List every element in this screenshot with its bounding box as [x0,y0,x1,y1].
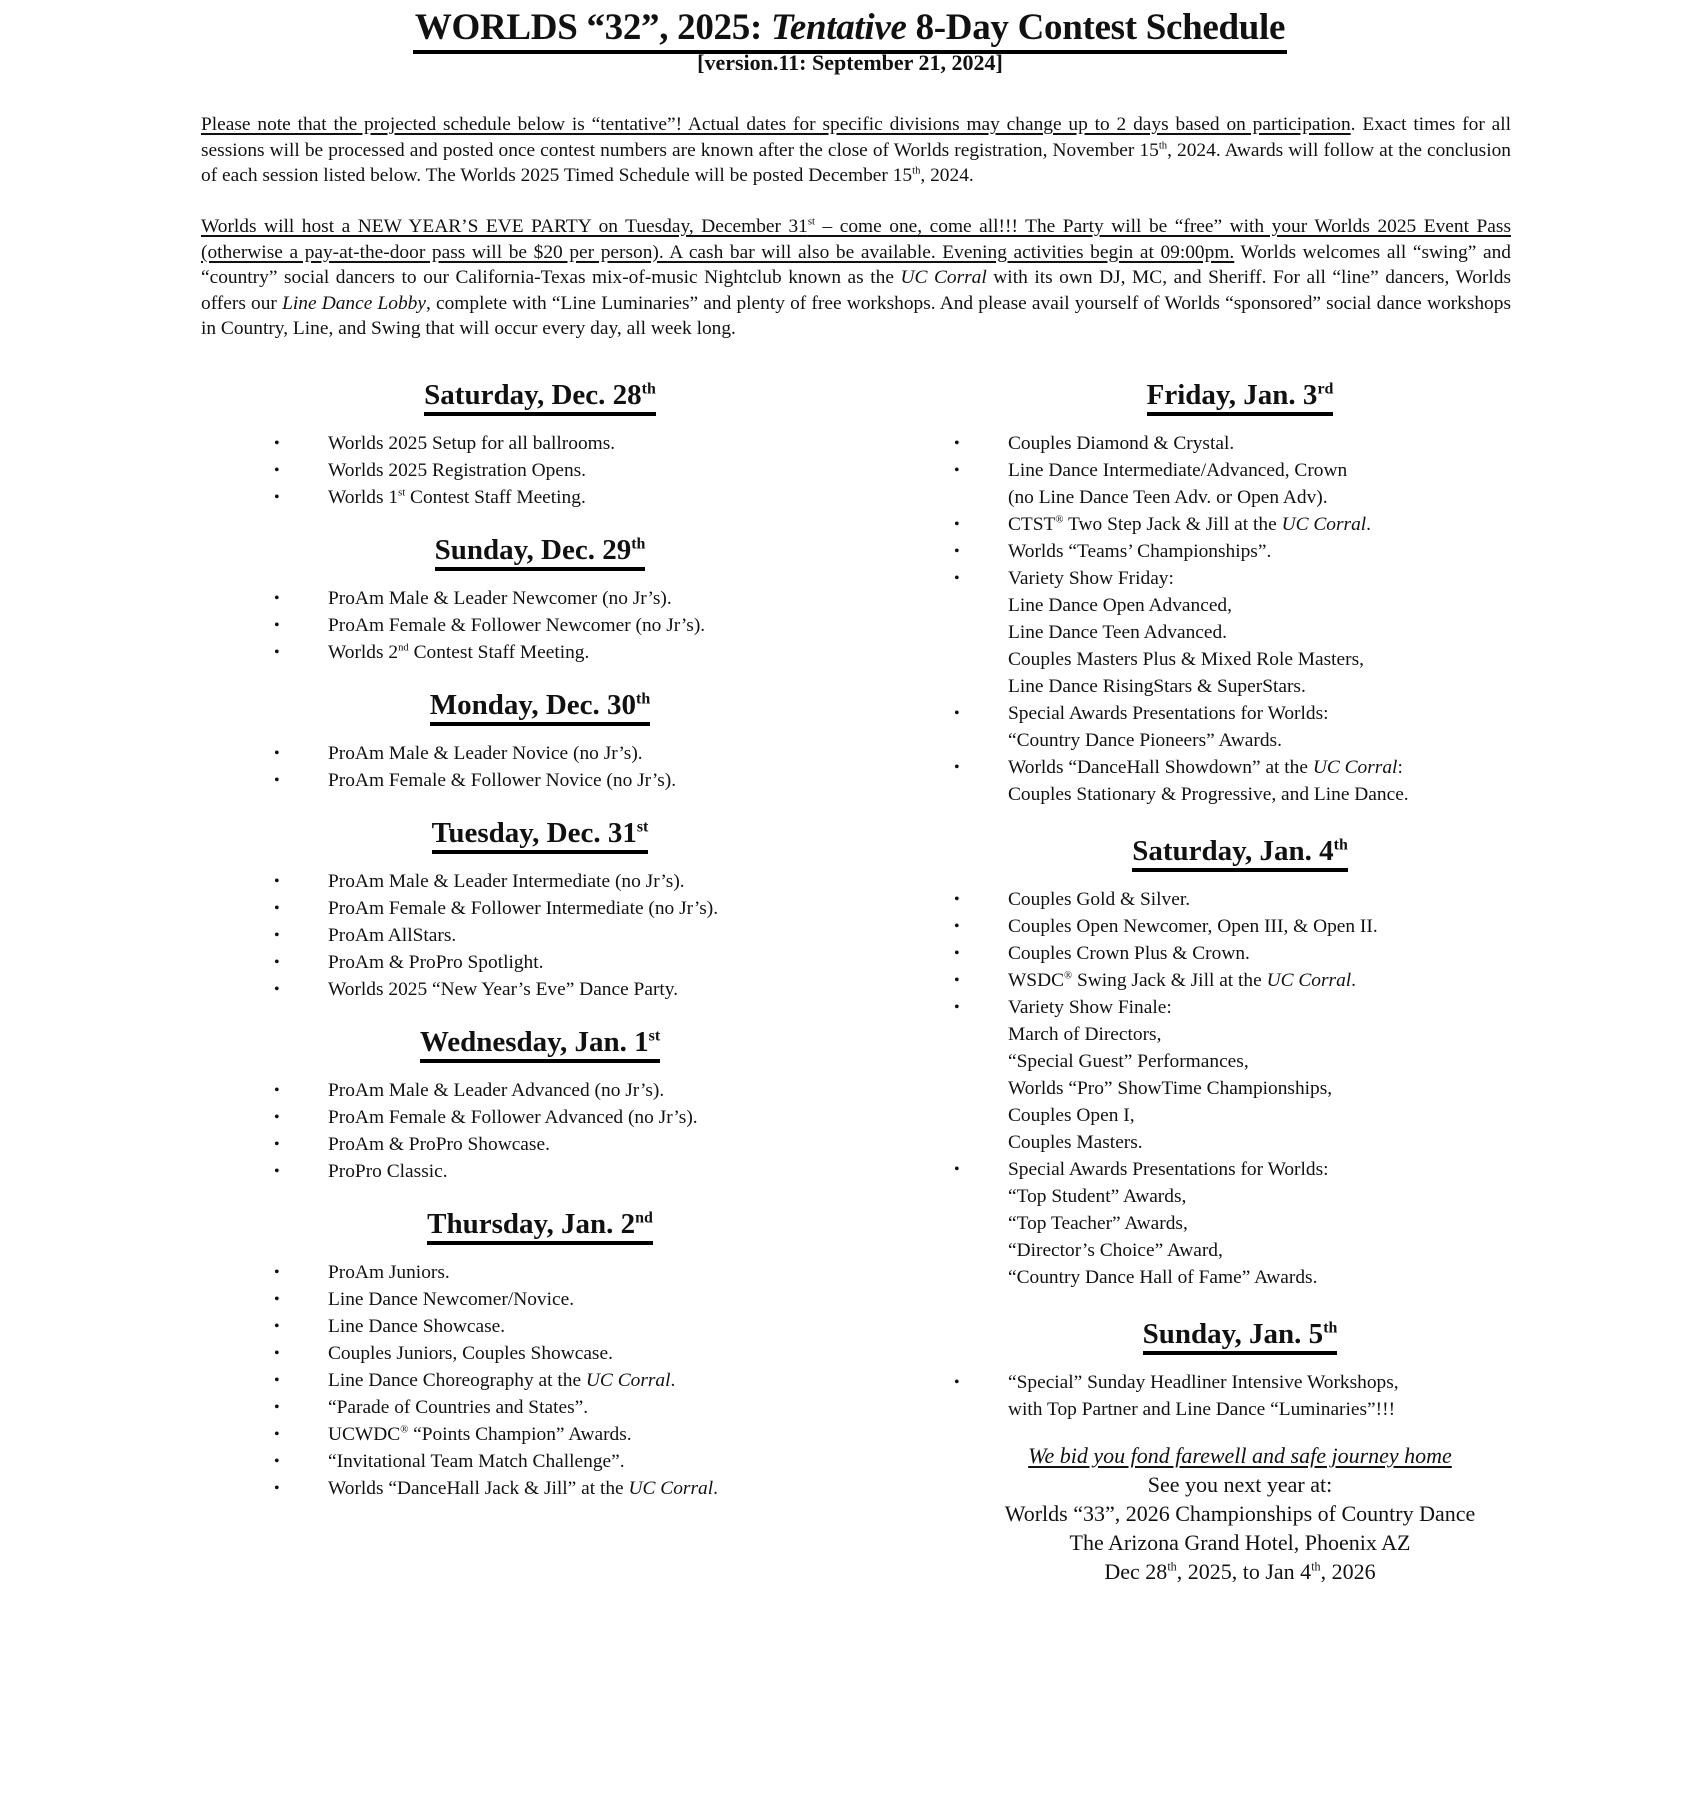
event-text: Couples Open Newcomer, Open III, & Open II. [1008,916,1378,937]
day-events-list [260,868,820,1003]
event-text: ProAm Male & Leader Novice (no Jr’s). [328,743,643,764]
bullet-icon: • [274,1163,280,1180]
event-text: Line Dance Newcomer/Novice. [328,1289,575,1310]
bullet-icon: • [274,927,280,944]
bullet-icon: • [274,873,280,890]
event-text: . [713,1478,718,1499]
day-heading [940,832,1540,872]
event-text: Line Dance Showcase. [328,1316,506,1337]
event-subline: Worlds “Pro” ShowTime Championships, [1008,1078,1333,1099]
event-text: . [1351,970,1357,991]
event-item [260,1286,820,1313]
event-text: “Special” Sunday Headliner Intensive Workshops, [1008,1372,1399,1393]
venue-name: UC Corral [1266,970,1352,991]
event-text: Worlds 2025 “New Year’s Eve” Dance Party. [328,979,679,1000]
event-text: . [670,1370,676,1391]
party-text: Worlds will host a NEW YEAR’S EVE PARTY on Tuesday, December 31 [201,216,808,237]
event-item [260,1158,820,1185]
event-text: ProAm Female & Follower Intermediate (no Jr’s). [328,898,719,919]
event-text: Worlds 1 [328,487,399,508]
event-item [260,767,820,794]
venue-name: UC Corral [585,1370,671,1391]
bullet-icon: • [954,570,960,587]
day-heading [260,376,820,416]
event-text: Worlds “Teams’ Championships”. [1008,541,1272,562]
event-text: Two Step Jack & Jill at the [1063,514,1282,535]
day-heading-text [1147,378,1334,416]
event-subline: with Top Partner and Line Dance “Luminaries”!!! [1008,1399,1396,1420]
day-heading-text [435,533,646,571]
bullet-icon: • [954,759,960,776]
event-text: Variety Show Finale: [1008,997,1172,1018]
day-heading-label: Saturday, Dec. 28 [424,379,642,411]
event-text: ProAm Male & Leader Advanced (no Jr’s). [328,1080,665,1101]
next-event-dates [940,1557,1540,1586]
date-text: , 2026 [1320,1559,1376,1584]
event-item [940,754,1540,808]
event-item [940,940,1540,967]
day-events-list [940,886,1540,1291]
day-events-list [940,1369,1540,1423]
event-item [260,1077,820,1104]
event-subline: Line Dance Teen Advanced. [1008,622,1228,643]
bullet-icon: • [274,1426,280,1443]
version-line: [version.11: September 21, 2024] [697,50,1003,75]
day-heading-text [432,816,649,854]
event-item [940,1156,1540,1291]
ordinal-suffix: th [631,535,646,553]
ordinal-suffix: th [1333,836,1348,854]
event-item [940,886,1540,913]
day-section [260,376,820,511]
event-text: Worlds 2025 Registration Opens. [328,460,587,481]
superscript: ® [1055,513,1064,526]
event-item [260,484,820,511]
day-heading-label: Sunday, Dec. 29 [434,534,632,566]
ordinal-suffix: th [636,690,651,708]
event-item [260,949,820,976]
event-subline: March of Directors, [1008,1024,1162,1045]
day-section [260,1023,820,1185]
event-subline: “Top Teacher” Awards, [1008,1213,1188,1234]
event-text: ProAm & ProPro Spotlight. [328,952,544,973]
event-item [260,868,820,895]
day-section [260,531,820,666]
day-section [940,1315,1540,1423]
bullet-icon: • [274,1291,280,1308]
bullet-icon: • [954,891,960,908]
party-text: – come one, come all!!! The Party will be “free” with your Worlds 2025 Event Pass (otherwise a pay-at-the-door pass will be $20 per person). A cash bar will also be available. Evening activities begin at 09:00pm. [201,216,1511,263]
intro-text: , complete with “Line Luminaries” and plenty of free workshops. And please avail yourself of Worlds “sponsored” social dance workshops in Country, Line, and Swing that will occur every day, all week long. [201,292,1511,339]
bullet-icon: • [954,918,960,935]
ordinal-suffix: st [807,215,815,228]
bullet-icon: • [954,972,960,989]
bullet-icon: • [274,745,280,762]
intro-text: with its own DJ, MC, and Sheriff. For all “line” dancers, Worlds offers our [201,267,1512,314]
event-item [260,585,820,612]
day-section [260,686,820,794]
intro-text: , 2024. Awards will follow at the conclusion of each session listed below. The Worlds 2025 Timed Schedule will be posted December 15 [201,139,1512,186]
event-text: Couples Crown Plus & Crown. [1008,943,1250,964]
document-title [413,6,1287,54]
event-item [260,1421,820,1448]
farewell-block [940,1441,1540,1586]
bullet-icon: • [274,489,280,506]
event-item [260,740,820,767]
event-item [260,639,820,666]
day-heading-label: Friday, Jan. 3 [1146,379,1318,411]
event-text: Variety Show Friday: [1008,568,1174,589]
bullet-icon: • [274,900,280,917]
bullet-icon: • [274,772,280,789]
superscript: nd [398,641,409,654]
day-heading [260,814,820,854]
event-text: Contest Staff Meeting. [405,487,586,508]
event-item [940,538,1540,565]
event-text: Worlds “DanceHall Jack & Jill” at the [328,1478,629,1499]
bullet-icon: • [274,1264,280,1281]
event-text: ProAm Female & Follower Advanced (no Jr’s). [328,1107,698,1128]
bullet-icon: • [274,644,280,661]
day-heading [260,1023,820,1063]
event-text: Line Dance Intermediate/Advanced, Crown [1008,460,1348,481]
ordinal-suffix: nd [635,1209,653,1227]
day-heading-label: Saturday, Jan. 4 [1132,835,1334,867]
event-subline: “Special Guest” Performances, [1008,1051,1249,1072]
intro-text: , 2024. [920,165,974,186]
ordinal-suffix: st [648,1027,661,1045]
bullet-icon: • [274,981,280,998]
event-item [260,895,820,922]
bullet-icon: • [274,1318,280,1335]
ordinal-suffix: th [1167,1559,1177,1574]
event-text: “Invitational Team Match Challenge”. [328,1451,625,1472]
day-heading-label: Tuesday, Dec. 31 [431,817,637,849]
superscript: ® [1064,969,1073,982]
ordinal-suffix: rd [1317,380,1334,398]
superscript: st [398,486,406,499]
bullet-icon: • [954,1374,960,1391]
bullet-icon: • [274,462,280,479]
event-text: ProAm Female & Follower Novice (no Jr’s). [328,770,677,791]
day-heading-label: Thursday, Jan. 2 [427,1208,636,1240]
event-subline: Couples Open I, [1008,1105,1135,1126]
bullet-icon: • [274,1372,280,1389]
event-item [260,1104,820,1131]
event-item [260,1475,820,1502]
event-text: Worlds “DanceHall Showdown” at the [1008,757,1313,778]
event-item [940,700,1540,754]
title-prefix: WORLDS “32”, 2025: [414,7,771,48]
event-text: “Points Champion” Awards. [408,1424,632,1445]
event-subline: Couples Masters Plus & Mixed Role Masters, [1008,649,1365,670]
event-item [260,430,820,457]
event-text: ProAm Juniors. [328,1262,450,1283]
day-heading [940,376,1540,416]
event-item [260,1340,820,1367]
event-item [940,511,1540,538]
day-heading-label: Sunday, Jan. 5 [1142,1318,1324,1350]
event-text: Couples Diamond & Crystal. [1008,433,1235,454]
bullet-icon: • [954,999,960,1016]
ordinal-suffix: st [636,818,649,836]
day-heading-text [420,1025,660,1063]
next-event-name: Worlds “33”, 2026 Championships of Country Dance [1004,1501,1476,1526]
event-text: Swing Jack & Jill at the [1072,970,1267,991]
day-heading [260,1205,820,1245]
event-text: Special Awards Presentations for Worlds: [1008,703,1329,724]
event-subline: Line Dance Open Advanced, [1008,595,1232,616]
day-section [940,376,1540,808]
day-heading-text [1143,1317,1338,1355]
bullet-icon: • [954,516,960,533]
intro-paragraph-2 [201,214,1511,342]
schedule-column-right [940,376,1540,1586]
intro-text: . Exact times for all sessions will be processed and posted once contest numbers are known after the close of Worlds registration, November 15 [201,114,1511,161]
event-text: ProAm & ProPro Showcase. [328,1134,550,1155]
bullet-icon: • [274,590,280,607]
day-heading-text [424,378,656,416]
day-events-list [260,740,820,794]
day-events-list [260,585,820,666]
event-item [940,457,1540,511]
event-subline: “Country Dance Pioneers” Awards. [1008,730,1282,751]
day-heading-label: Wednesday, Jan. 1 [419,1026,649,1058]
event-item [260,1313,820,1340]
event-text: ProAm Female & Follower Newcomer (no Jr’s). [328,615,706,636]
event-text: UCWDC [328,1424,401,1445]
event-item [260,976,820,1003]
day-events-list [260,1077,820,1185]
event-item [940,967,1540,994]
event-subline: Couples Masters. [1008,1132,1143,1153]
date-text: , 2025, to Jan 4 [1176,1559,1312,1584]
schedule-column-left [260,376,820,1502]
day-section [940,832,1540,1291]
event-subline: Line Dance RisingStars & SuperStars. [1008,676,1306,697]
event-item [260,922,820,949]
bullet-icon: • [954,462,960,479]
event-item [260,1448,820,1475]
event-text: Line Dance Choreography at the [328,1370,586,1391]
event-text: Contest Staff Meeting. [408,642,590,663]
bullet-icon: • [954,435,960,452]
day-heading-label: Monday, Dec. 30 [429,689,637,721]
bullet-icon: • [274,1136,280,1153]
bullet-icon: • [274,1345,280,1362]
event-text: ProAm Male & Leader Newcomer (no Jr’s). [328,588,672,609]
venue-name: UC Corral [1312,757,1398,778]
day-section [260,1205,820,1502]
ordinal-suffix: th [1323,1319,1338,1337]
bullet-icon: • [274,1399,280,1416]
event-item [260,1367,820,1394]
intro-text: Worlds welcomes all “swing” and “country” social dancers to our California-Texas mix-of-music Nightclub known as the [201,241,1512,288]
day-heading [260,686,820,726]
bullet-icon: • [274,1082,280,1099]
event-item [940,430,1540,457]
event-subline: “Top Student” Awards, [1008,1186,1187,1207]
ordinal-suffix: th [641,380,656,398]
venue-name: UC Corral [628,1478,714,1499]
venue-name: UC Corral [900,267,987,288]
event-text: WSDC [1008,970,1065,991]
event-item [940,913,1540,940]
event-item [260,457,820,484]
intro-notice-underlined: Please note that the projected schedule below is “tentative”! Actual dates for specific divisions may change up to 2 days based on participation [201,114,1351,135]
intro-paragraph-1 [201,112,1511,189]
bullet-icon: • [954,945,960,962]
ordinal-suffix: th [912,164,921,177]
event-item [940,994,1540,1156]
event-text: Special Awards Presentations for Worlds: [1008,1159,1329,1180]
venue-name: Line Dance Lobby [282,292,426,314]
day-events-list [260,1259,820,1502]
event-item [940,1369,1540,1423]
bullet-icon: • [274,435,280,452]
bullet-icon: • [954,543,960,560]
bullet-icon: • [954,705,960,722]
farewell-title: We bid you fond farewell and safe journey home [1028,1443,1452,1468]
day-heading-text [427,1207,653,1245]
bullet-icon: • [954,1161,960,1178]
bullet-icon: • [274,1109,280,1126]
event-item [940,565,1540,700]
bullet-icon: • [274,617,280,634]
day-events-list [260,430,820,511]
ordinal-suffix: th [1158,139,1168,152]
day-heading-text [430,688,650,726]
bullet-icon: • [274,1453,280,1470]
day-heading [260,531,820,571]
day-heading [940,1315,1540,1355]
day-events-list [940,430,1540,808]
next-event-venue: The Arizona Grand Hotel, Phoenix AZ [1069,1530,1411,1555]
event-text: ProPro Classic. [328,1161,448,1182]
date-text: Dec 28 [1104,1559,1168,1584]
event-item [260,1131,820,1158]
title-italic-word: Tentative [770,7,907,48]
event-text: . [1366,514,1372,535]
event-text: Couples Juniors, Couples Showcase. [328,1343,613,1364]
event-subline: Couples Stationary & Progressive, and Line Dance. [1008,784,1409,805]
ordinal-suffix: th [1311,1559,1321,1574]
event-subline: (no Line Dance Teen Adv. or Open Adv). [1008,487,1328,508]
farewell-line: See you next year at: [1147,1472,1333,1497]
bullet-icon: • [274,954,280,971]
event-text: ProAm AllStars. [328,925,457,946]
venue-name: UC Corral [1281,514,1367,535]
event-text: ProAm Male & Leader Intermediate (no Jr’s). [328,871,685,892]
day-heading-text [1132,834,1348,872]
event-subline: “Director’s Choice” Award, [1008,1240,1223,1261]
event-item [260,1394,820,1421]
bullet-icon: • [274,1480,280,1497]
event-item [260,1259,820,1286]
event-text: : [1397,757,1403,778]
day-section [260,814,820,1003]
event-text: “Parade of Countries and States”. [328,1397,589,1418]
event-subline: “Country Dance Hall of Fame” Awards. [1008,1267,1318,1288]
event-text: Couples Gold & Silver. [1008,889,1191,910]
event-text: Worlds 2 [328,642,399,663]
event-text: Worlds 2025 Setup for all ballrooms. [328,433,616,454]
event-text: CTST [1008,514,1056,535]
superscript: ® [400,1423,409,1436]
event-item [260,612,820,639]
document-title-block [0,6,1700,54]
title-suffix: 8-Day Contest Schedule [906,7,1286,48]
